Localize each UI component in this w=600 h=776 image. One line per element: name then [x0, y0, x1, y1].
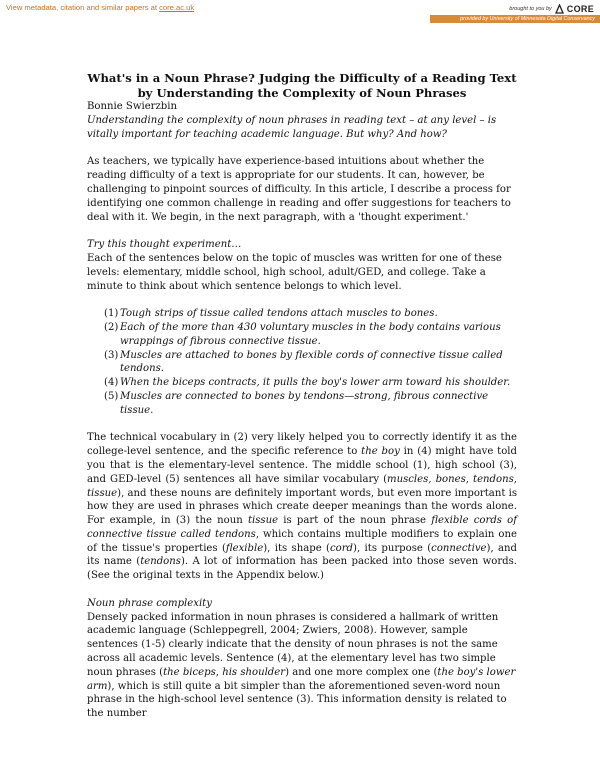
article [87, 71, 517, 721]
core-logo-icon [555, 4, 564, 14]
author: Bonnie Swierzbin [87, 101, 177, 113]
abstract: Understanding the complexity of noun phrases in reading text – at any level – is vitally important for teaching academic language. But why? And how? [87, 114, 497, 140]
sample-sentence [104, 376, 517, 390]
sample-sentence-list [104, 307, 517, 417]
sentence-number: (1) [104, 308, 119, 320]
sentence-number: (4) [104, 377, 119, 389]
sentence-text: Each of the more than 430 voluntary muscles in the body contains various wrappings of fibrous connective tissue. [120, 321, 501, 347]
complexity-paragraph: Densely packed information in noun phrases is considered a hallmark of written academic language (Schleppegrell, 2004; Zwiers, 2008). However, sample sentences (1-5) clearly indicate that the density of noun phrases is not the same across all academic levels. Sentence (4), at the elementary level has two simple noun phrases (the biceps, his shoulder) and one more complex one (the boy's lower arm), which is still quite a bit simpler than the aforementioned seven-word noun phrase in the high-school level sentence (3). This information density is related to the number [87, 611, 516, 720]
provider-stripe [430, 15, 600, 23]
sentence-text: Muscles are attached to bones by flexible cords of connective tissue called tendons. [120, 349, 503, 375]
sentence-number: (3) [104, 349, 119, 361]
sample-sentence [104, 390, 517, 418]
core-link-text: View metadata, citation and similar papers at [6, 3, 160, 12]
thought-experiment-paragraph: Each of the sentences below on the topic of muscles was written for one of these levels: elementary, middle school, high school, adult/GED, and college. Take a minute to think about which sentence belongs to which level. [87, 252, 502, 292]
provided-by-text: provided by University of Minnesota Digital Conservancy [460, 16, 595, 22]
sentence-text: When the biceps contracts, it pulls the boy's lower arm toward his shoulder. [120, 377, 511, 389]
title-line-1: What's in a Noun Phrase? Judging the Difficulty of a Reading Text [87, 71, 517, 85]
vocabulary-paragraph: The technical vocabulary in (2) very likely helped you to correctly identify it as the college-level sentence, and the specific reference to the boy in (4) might have told you that is the elementary-level sentence. The middle school (1), high school (3), and GED-level (5) sentences all have similar vocabulary (muscles, bones, tendons, tissue), and these nouns are definitely important words, but even more important is how they are used in phrases which create deeper meanings than the words alone. For example, in (3) the noun tissue is part of the noun phrase flexible cords of connective tissue called tendons, which contains multiple modifiers to explain one of the tissue's properties (flexible), its shape (cord), its purpose (connective), and its name (tendons). A lot of information has been packed into those seven words. (See the original texts in the Appendix below.) [87, 432, 517, 582]
core-brand[interactable] [509, 2, 594, 16]
brought-by-text: brought to you by [509, 6, 552, 12]
intro-paragraph: As teachers, we typically have experience-based intuitions about whether the reading difficulty of a text is appropriate for our students. It can, however, be challenging to pinpoint sources of difficulty. In this article, I describe a process for identifying one common challenge in reading and offer suggestions for teachers to deal with it. We begin, in the next paragraph, with a 'thought experiment.' [87, 156, 511, 223]
sentence-number: (5) [104, 390, 119, 402]
title-line-2: by Understanding the Complexity of Noun Phrases [137, 85, 467, 100]
sample-sentence [104, 321, 517, 349]
sample-sentence [104, 307, 517, 321]
thought-experiment-heading: Try this thought experiment… [87, 239, 242, 251]
sample-sentence [104, 349, 517, 377]
sentence-text: Tough strips of tissue called tendons attach muscles to bones. [120, 308, 438, 320]
core-brand-name: CORE [566, 4, 594, 14]
sentence-number: (2) [104, 321, 119, 333]
noun-phrase-complexity-heading: Noun phrase complexity [87, 597, 212, 609]
sentence-text: Muscles are connected to bones by tendons—strong, fibrous connective tissue. [120, 390, 489, 416]
article-title [87, 71, 517, 100]
core-link-domain[interactable]: core.ac.uk [159, 3, 195, 12]
core-metadata-link[interactable] [6, 3, 194, 12]
core-banner [0, 0, 600, 28]
